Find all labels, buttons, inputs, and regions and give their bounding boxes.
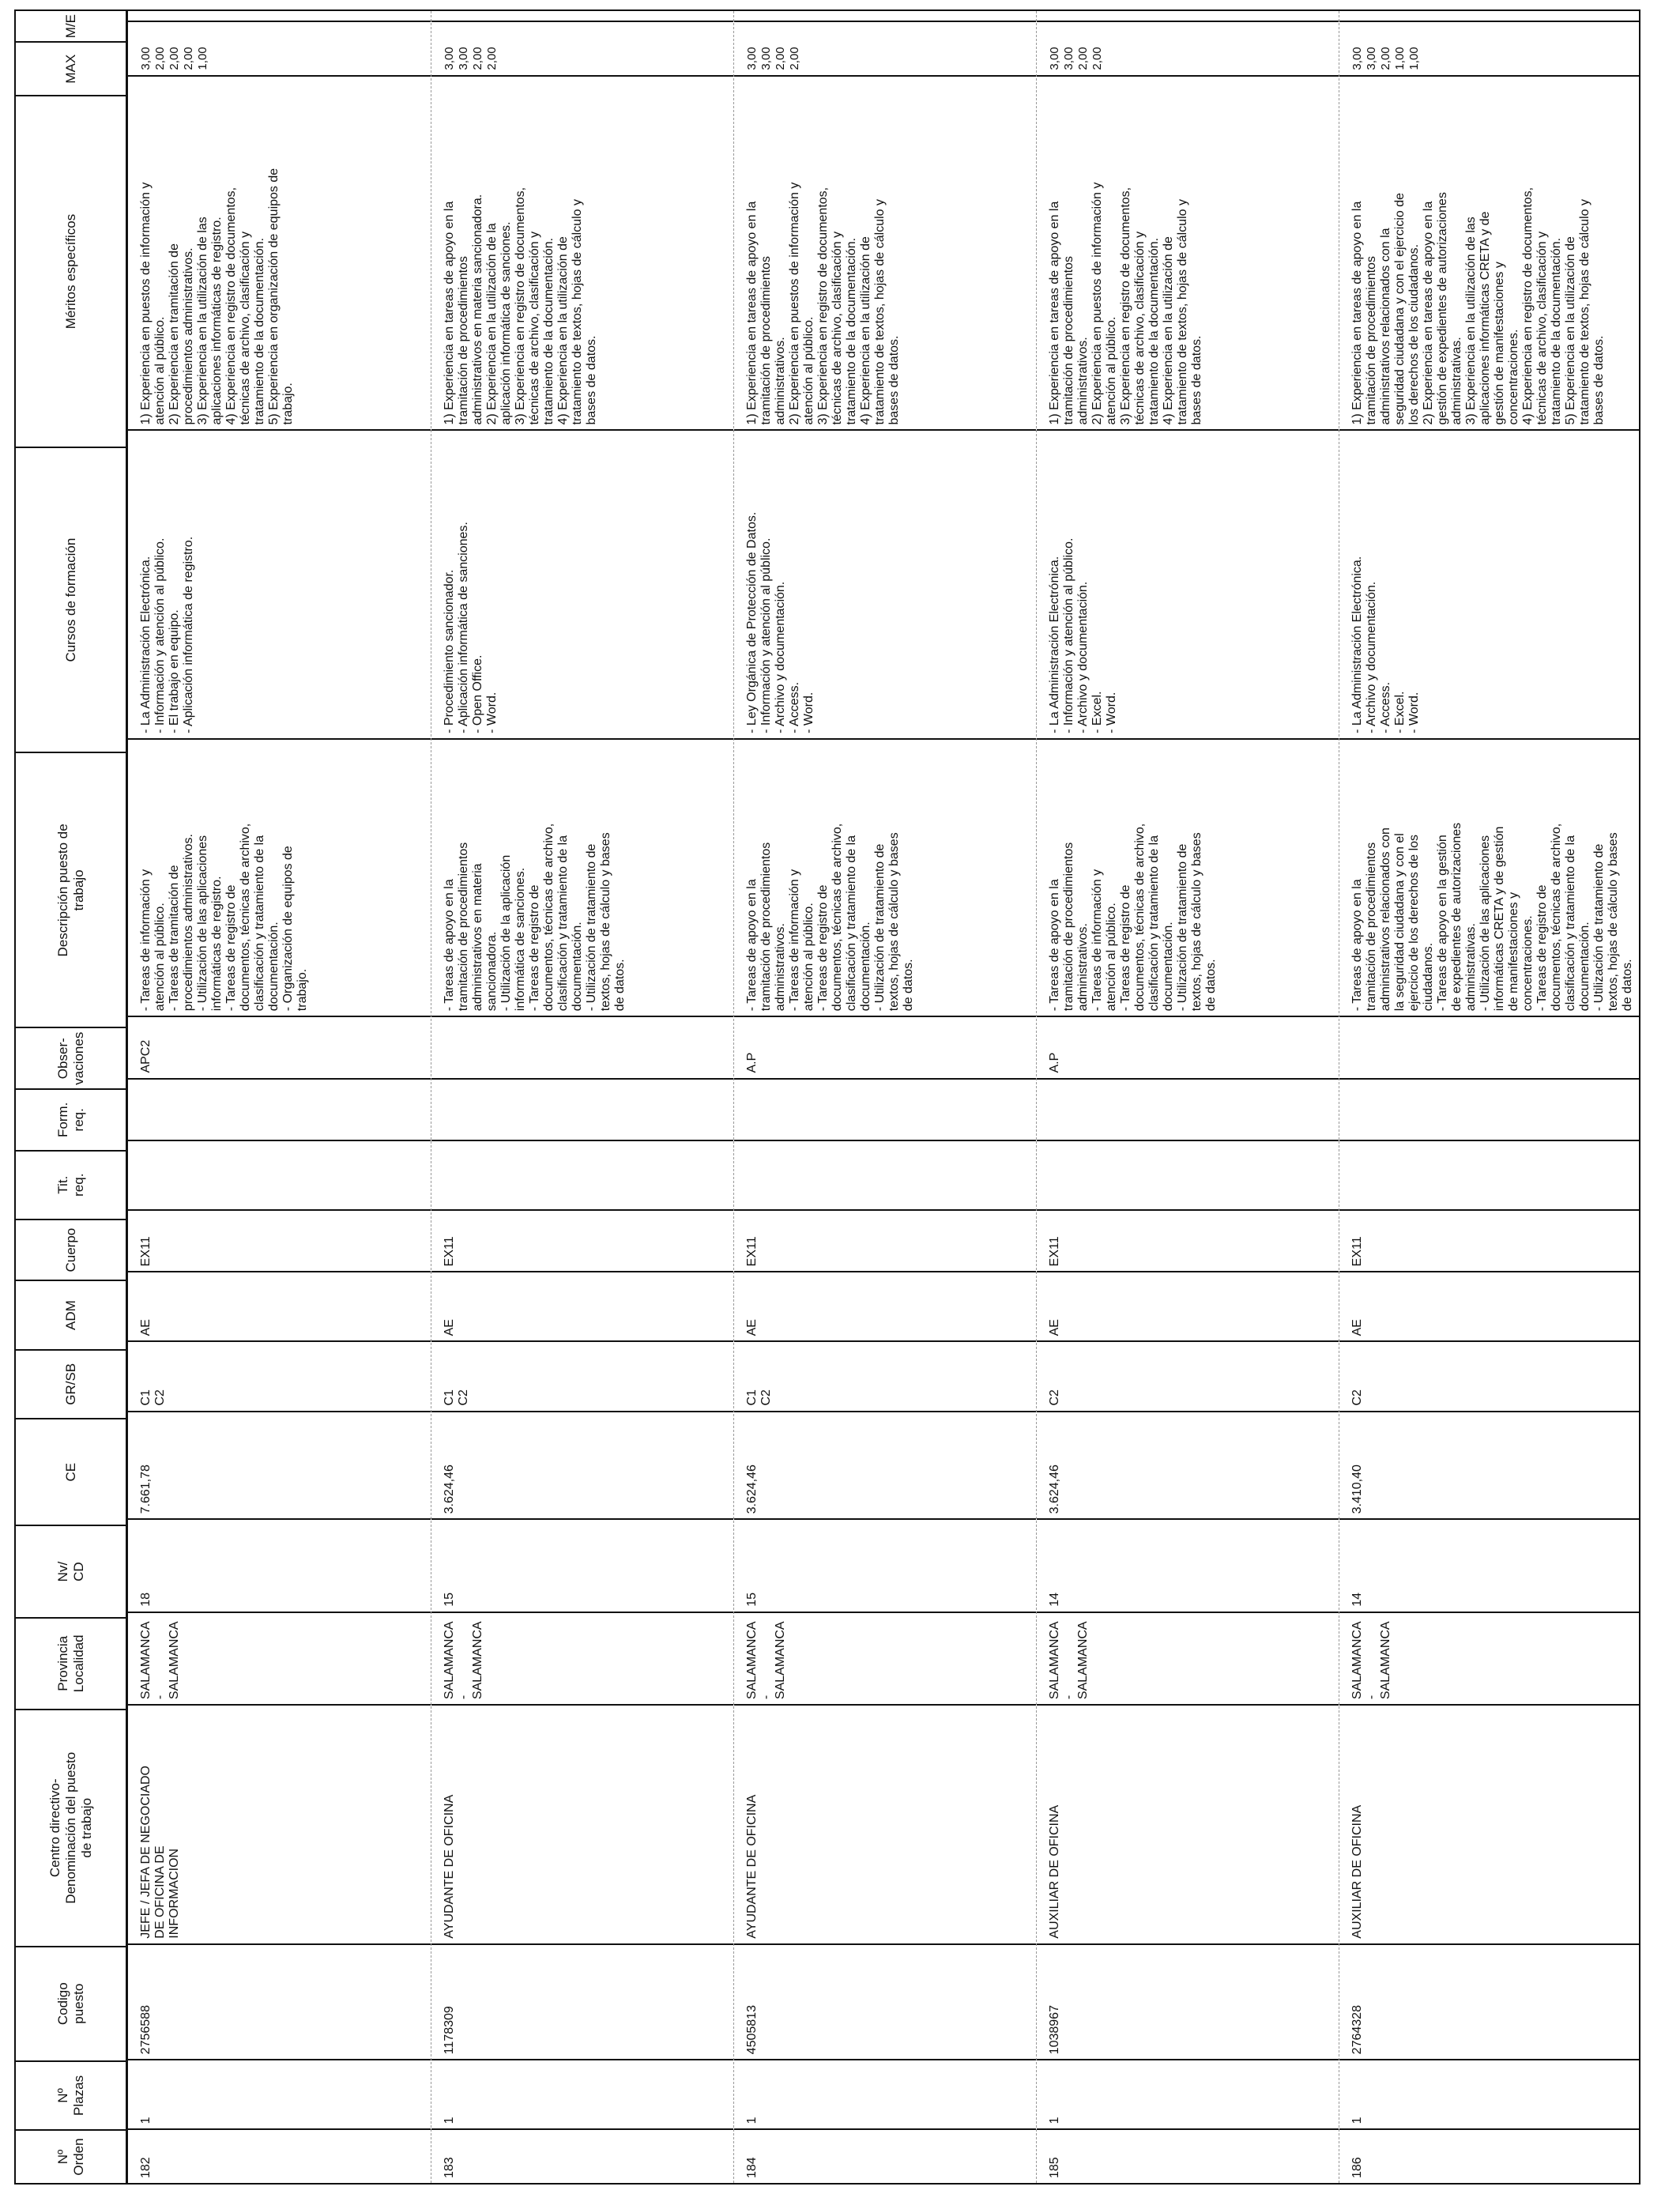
- cell-observaciones: APC2: [128, 1016, 431, 1077]
- cell-cursos: - La Administración Electrónica. - Archivo y documentación. - Access. - Excel. - Word.: [1339, 429, 1639, 737]
- cell-max: [431, 21, 733, 75]
- table-row: [733, 11, 1036, 2183]
- max-value: 2,00: [1379, 47, 1392, 70]
- table-row: [1036, 11, 1339, 2183]
- table-header: [16, 11, 128, 2183]
- cell-titulacion: [1339, 1140, 1639, 1209]
- table-body: [128, 11, 1639, 2183]
- cell-provincia: SALAMANCA - SALAMANCA: [1037, 1612, 1339, 1704]
- max-value: 2,00: [182, 47, 195, 70]
- cell-max: [734, 21, 1036, 75]
- cell-observaciones: [1339, 1016, 1639, 1077]
- cell-codigo: 1038967: [1037, 1943, 1339, 2060]
- cell-centro: AYUDANTE DE OFICINA: [431, 1704, 733, 1943]
- max-value: 2,00: [168, 47, 181, 70]
- cell-provincia: SALAMANCA - SALAMANCA: [128, 1612, 431, 1704]
- cell-me: [431, 11, 733, 21]
- cell-ce: 3.624,46: [734, 1411, 1036, 1519]
- max-value: 3,00: [1350, 47, 1364, 70]
- cell-centro: AUXILIAR DE OFICINA: [1037, 1704, 1339, 1943]
- cell-nivel: 18: [128, 1518, 431, 1611]
- max-value: 1,00: [196, 47, 209, 70]
- cell-grupo: C2: [1339, 1340, 1639, 1410]
- cell-plazas: 1: [128, 2059, 431, 2128]
- cell-formacion: [1037, 1078, 1339, 1140]
- cell-titulacion: [1037, 1140, 1339, 1209]
- cell-orden: 185: [1037, 2128, 1339, 2183]
- max-value: 2,00: [1076, 47, 1090, 70]
- cell-me: [1339, 11, 1639, 21]
- cell-grupo: C1 C2: [431, 1340, 733, 1410]
- cell-formacion: [128, 1078, 431, 1140]
- cell-adm: AE: [1339, 1271, 1639, 1340]
- header-formacion: Form. req.: [16, 1088, 126, 1150]
- max-value: 3,00: [1365, 47, 1378, 70]
- header-titulacion: Tit. req.: [16, 1150, 126, 1219]
- cell-descripcion: - Tareas de apoyo en la tramitación de procedimientos administrativos. - Tareas de información y atención al público. - Tareas de registro de documentos, técnicas de archivo, clasificación y tratamiento de la documentación. - Utilización de tratamiento de textos, hojas de cálculo y bases de datos.: [1037, 738, 1339, 1016]
- cell-codigo: 4505813: [734, 1943, 1036, 2060]
- cell-me: [128, 11, 431, 21]
- max-value: 2,00: [153, 47, 167, 70]
- header-codigo: Codigo puesto: [16, 1946, 126, 2060]
- cell-meritos: 1) Experiencia en tareas de apoyo en la tramitación de procedimientos administrativos en materia sancionadora. 2) Experiencia en la utilización de la aplicación informática de sanciones. 3) Experiencia en registro de documentos, técnicas de archivo, clasificación y tratamiento de la documentación. 4) Experiencia en la utilización de tratamiento de textos, hojas de cálculo y bases de datos.: [431, 75, 733, 430]
- cell-provincia: SALAMANCA - SALAMANCA: [431, 1612, 733, 1704]
- header-plazas: Nº Plazas: [16, 2060, 126, 2129]
- cell-cuerpo: EX11: [431, 1209, 733, 1271]
- cell-meritos: 1) Experiencia en tareas de apoyo en la tramitación de procedimientos administrativos relacionados con la seguridad ciudadana y con el ejercicio de los derechos de los ciudadanos. 2) Experiencia en tareas de apoyo en la gestión de expedientes de autorizaciones administrativas. 3) Experiencia en la utilización de las aplicaciones informáticas CRETA y de gestión de manifestaciones y concentraciones. 4) Experiencia en registro de documentos, técnicas de archivo, clasificación y tratamiento de la documentación. 5) Experiencia en la utilización de tratamiento de textos, hojas de cálculo y bases de datos.: [1339, 75, 1639, 430]
- cell-ce: 3.410,40: [1339, 1411, 1639, 1519]
- cell-plazas: 1: [1339, 2059, 1639, 2128]
- cell-adm: AE: [431, 1271, 733, 1340]
- cell-adm: AE: [128, 1271, 431, 1340]
- table-row: [431, 11, 733, 2183]
- cell-nivel: 15: [734, 1518, 1036, 1611]
- cell-orden: 183: [431, 2128, 733, 2183]
- cell-ce: 7.661,78: [128, 1411, 431, 1519]
- cell-cuerpo: EX11: [734, 1209, 1036, 1271]
- cell-provincia: SALAMANCA - SALAMANCA: [1339, 1612, 1639, 1704]
- cell-centro: AUXILIAR DE OFICINA: [1339, 1704, 1639, 1943]
- max-value: 2,00: [1090, 47, 1104, 70]
- cell-grupo: C1 C2: [128, 1340, 431, 1410]
- table-row: [128, 11, 431, 2183]
- cell-titulacion: [734, 1140, 1036, 1209]
- cell-codigo: 1178309: [431, 1943, 733, 2060]
- cell-max: [128, 21, 431, 75]
- cell-grupo: C1 C2: [734, 1340, 1036, 1410]
- cell-cuerpo: EX11: [1037, 1209, 1339, 1271]
- max-value: 3,00: [1048, 47, 1061, 70]
- cell-meritos: 1) Experiencia en tareas de apoyo en la tramitación de procedimientos administrativos. 2) Experiencia en puestos de información y atención al público. 3) Experiencia en registro de documentos, técnicas de archivo, clasificación y tratamiento de la documentación. 4) Experiencia en la utilización de tratamiento de textos, hojas de cálculo y bases de datos.: [734, 75, 1036, 430]
- cell-meritos: 1) Experiencia en tareas de apoyo en la tramitación de procedimientos administrativos. 2) Experiencia en puestos de información y atención al público. 3) Experiencia en registro de documentos, técnicas de archivo, clasificación y tratamiento de la documentación. 4) Experiencia en la utilización de tratamiento de textos, hojas de cálculo y bases de datos.: [1037, 75, 1339, 430]
- header-meritos: Méritos específicos: [16, 95, 126, 447]
- max-value: 3,00: [1062, 47, 1075, 70]
- cell-adm: AE: [734, 1271, 1036, 1340]
- cell-orden: 186: [1339, 2128, 1639, 2183]
- cell-max: [1339, 21, 1639, 75]
- header-centro: Centro directivo- Denominación del puesto de trabajo: [16, 1709, 126, 1946]
- header-provincia: Provincia Localidad: [16, 1617, 126, 1709]
- cell-plazas: 1: [734, 2059, 1036, 2128]
- cell-grupo: C2: [1037, 1340, 1339, 1410]
- header-me: M/E: [62, 14, 78, 39]
- cell-titulacion: [128, 1140, 431, 1209]
- cell-centro: AYUDANTE DE OFICINA: [734, 1704, 1036, 1943]
- max-value: 2,00: [788, 47, 801, 70]
- max-value: 2,00: [471, 47, 484, 70]
- cell-provincia: SALAMANCA - SALAMANCA: [734, 1612, 1036, 1704]
- max-value: 2,00: [485, 47, 499, 70]
- max-value: 1,00: [1393, 47, 1407, 70]
- cell-nivel: 14: [1339, 1518, 1639, 1611]
- header-max: MAX: [16, 41, 126, 95]
- max-value: 2,00: [774, 47, 787, 70]
- cell-descripcion: - Tareas de información y atención al público. - Tareas de tramitación de procedimientos administrativos. - Utilización de las aplicaciones informáticas de registro. - Tareas de registro de documentos, técnicas de archivo, clasificación y tratamiento de la documentación. - Organización de equipos de trabajo.: [128, 738, 431, 1016]
- cell-centro: JEFE / JEFA DE NEGOCIADO DE OFICINA DE INFORMACION: [128, 1704, 431, 1943]
- cell-nivel: 14: [1037, 1518, 1339, 1611]
- cell-ce: 3.624,46: [1037, 1411, 1339, 1519]
- cell-cuerpo: EX11: [1339, 1209, 1639, 1271]
- cell-observaciones: A.P: [1037, 1016, 1339, 1077]
- cell-orden: 184: [734, 2128, 1036, 2183]
- header-nivel: Nv/ CD: [16, 1525, 126, 1616]
- cell-formacion: [431, 1078, 733, 1140]
- cell-titulacion: [431, 1140, 733, 1209]
- header-ce: CE: [16, 1418, 126, 1525]
- max-value: 3,00: [759, 47, 773, 70]
- cell-cursos: - La Administración Electrónica. - Información y atención al público. - El trabajo en equipo. - Aplicación informática de registro.: [128, 429, 431, 737]
- max-value: 3,00: [139, 47, 153, 70]
- max-value: 3,00: [457, 47, 470, 70]
- cell-formacion: [1339, 1078, 1639, 1140]
- header-orden: Nº Orden: [16, 2129, 126, 2183]
- header-cursos: Cursos de formación: [16, 447, 126, 752]
- cell-observaciones: A.P: [734, 1016, 1036, 1077]
- cell-observaciones: [431, 1016, 733, 1077]
- max-value: 3,00: [443, 47, 456, 70]
- cell-cursos: - Ley Orgánica de Protección de Datos. - Información y atención al público. - Archivo y documentación. - Access. - Word.: [734, 429, 1036, 737]
- cell-max: [1037, 21, 1339, 75]
- max-value: 3,00: [745, 47, 759, 70]
- cell-adm: AE: [1037, 1271, 1339, 1340]
- cell-nivel: 15: [431, 1518, 733, 1611]
- cell-descripcion: - Tareas de apoyo en la tramitación de procedimientos administrativos en materia sancionadora. - Utilización de la aplicación informática de sanciones. - Tareas de registro de documentos, técnicas de archivo, clasificación y tratamiento de la documentación. - Utilización de tratamiento de textos, hojas de cálculo y bases de datos.: [431, 738, 733, 1016]
- cell-me: [1037, 11, 1339, 21]
- cell-ce: 3.624,46: [431, 1411, 733, 1519]
- cell-descripcion: - Tareas de apoyo en la tramitación de procedimientos administrativos relacionados con la seguridad ciudadana y con el ejercicio de los derechos de los ciudadanos. - Tareas de apoyo en la gestión de expedientes de autorizaciones administrativas. - Utilización de las aplicaciones informáticas CRETA y de gestión de manifestaciones y concentraciones. - Tareas de registro de documentos, técnicas de archivo, clasificación y tratamiento de la documentación. - Utilización de tratamiento de textos, hojas de cálculo y bases de datos.: [1339, 738, 1639, 1016]
- job-positions-table: [14, 9, 1640, 2185]
- cell-orden: 182: [128, 2128, 431, 2183]
- cell-descripcion: - Tareas de apoyo en la tramitación de procedimientos administrativos. - Tareas de información y atención al público. - Tareas de registro de documentos, técnicas de archivo, clasificación y tratamiento de la documentación. - Utilización de tratamiento de textos, hojas de cálculo y bases de datos.: [734, 738, 1036, 1016]
- table-row: [1339, 11, 1639, 2183]
- header-grupo: GR/SB: [16, 1349, 126, 1418]
- cell-meritos: 1) Experiencia en puestos de información y atención al público. 2) Experiencia en tramitación de procedimientos administrativos. 3) Experiencia en la utilización de las aplicaciones informáticas de registro. 4) Experiencia en registro de documentos, técnicas de archivo, clasificación y tratamiento de la documentación. 5) Experiencia en organización de equipos de trabajo.: [128, 75, 431, 430]
- header-cuerpo: Cuerpo: [16, 1219, 126, 1280]
- cell-me: [734, 11, 1036, 21]
- max-value: 1,00: [1407, 47, 1421, 70]
- cell-plazas: 1: [1037, 2059, 1339, 2128]
- cell-cuerpo: EX11: [128, 1209, 431, 1271]
- cell-cursos: - Procedimiento sancionador. - Aplicación informática de sanciones. - Open Office. - Word.: [431, 429, 733, 737]
- header-adm: ADM: [16, 1280, 126, 1348]
- cell-codigo: 2756588: [128, 1943, 431, 2060]
- cell-cursos: - La Administración Electrónica. - Información y atención al público. - Archivo y documentación. - Excel. - Word.: [1037, 429, 1339, 737]
- cell-plazas: 1: [431, 2059, 733, 2128]
- cell-formacion: [734, 1078, 1036, 1140]
- header-observaciones: Obser- vaciones: [16, 1027, 126, 1088]
- header-descripcion: Descripción puesto de trabajo: [16, 752, 126, 1027]
- cell-codigo: 2764328: [1339, 1943, 1639, 2060]
